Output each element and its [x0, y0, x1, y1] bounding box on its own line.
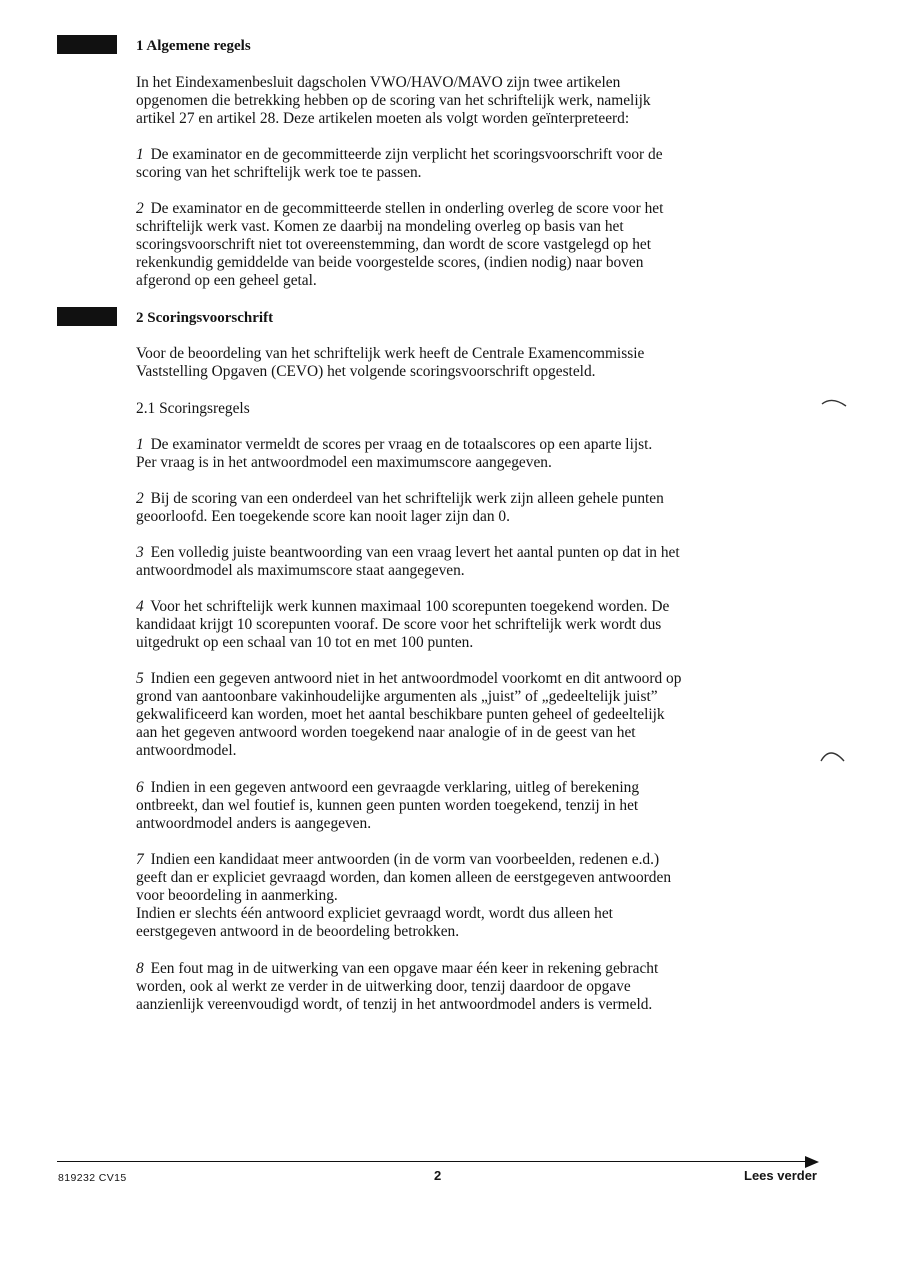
text-line: De examinator en de gecommitteerde zijn verplicht het scoringsvoorschrift voor de [150, 146, 663, 163]
text-line: Voor de beoordeling van het schriftelijk werk heeft de Centrale Examencommissie [136, 345, 645, 362]
text-line: geoorloofd. Een toegekende score kan nooit lager zijn dan 0. [136, 508, 510, 525]
text-line: De examinator vermeldt de scores per vraag en de totaalscores op een aparte lijst. [150, 436, 653, 453]
rule-number: 8 [136, 960, 144, 977]
text-line: artikel 27 en artikel 28. Deze artikelen moeten als volgt worden geïnterpreteerd: [136, 110, 630, 127]
rule-number: 4 [136, 598, 144, 615]
text-line: afgerond op een geheel getal. [136, 272, 317, 289]
text-line: Indien in een gegeven antwoord een gevraagde verklaring, uitleg of berekening [150, 779, 640, 796]
text-line: opgenomen die betrekking hebben op de scoring van het schriftelijk werk, namelijk [136, 92, 651, 109]
rule-item-1 [136, 436, 776, 472]
rule-number: 7 [136, 851, 144, 868]
rule-item-2 [136, 490, 776, 526]
rule-number: 6 [136, 779, 144, 796]
item-number: 2 [136, 200, 144, 217]
section-marker-bar [57, 307, 117, 326]
article-item-1 [136, 146, 776, 182]
footer-rule [57, 1161, 807, 1162]
item-number: 1 [136, 146, 144, 163]
text-line: worden, ook al werkt ze verder in de uitwerking door, tenzij daardoor de opgave [136, 978, 631, 995]
rule-item-3 [136, 544, 776, 580]
rule-item-5 [136, 670, 776, 760]
text-line: kandidaat krijgt 10 scorepunten vooraf. De score voor het schriftelijk werk wordt dus [136, 616, 662, 633]
rule-item-6 [136, 779, 776, 833]
text-line: gekwalificeerd kan worden, moet het aantal beschikbare punten geheel of gedeeltelijk [136, 706, 665, 723]
section-2-intro [136, 345, 776, 381]
margin-scan-mark [818, 743, 852, 767]
text-line: De examinator en de gecommitteerde stellen in onderling overleg de score voor het [150, 200, 664, 217]
text-line: Indien er slechts één antwoord expliciet gevraagd wordt, wordt dus alleen het [136, 905, 613, 922]
text-line: Een fout mag in de uitwerking van een opgave maar één keer in rekening gebracht [150, 960, 659, 977]
section-1-heading: 1 Algemene regels [136, 38, 251, 54]
rule-number: 2 [136, 490, 144, 507]
rule-item-7 [136, 851, 776, 941]
section-marker-bar [57, 35, 117, 54]
margin-scan-mark [818, 394, 852, 414]
text-line: ontbreekt, dan wel foutief is, kunnen geen punten worden toegekend, tenzij in het [136, 797, 639, 814]
continue-label: Lees verder [744, 1168, 817, 1183]
text-line: aanzienlijk vereenvoudigd wordt, of tenzij in het antwoordmodel anders is vermeld. [136, 996, 653, 1013]
text-line: Indien een gegeven antwoord niet in het antwoordmodel voorkomt en dit antwoord op [150, 670, 682, 687]
rule-number: 3 [136, 544, 144, 561]
text-line: Per vraag is in het antwoordmodel een maximumscore aangegeven. [136, 454, 552, 471]
text-line: Vaststelling Opgaven (CEVO) het volgende scoringsvoorschrift opgesteld. [136, 363, 596, 380]
text-line: voor beoordeling in aanmerking. [136, 887, 338, 904]
text-line: Voor het schriftelijk werk kunnen maximaal 100 scorepunten toegekend worden. De [150, 598, 670, 615]
text-line: antwoordmodel als maximumscore staat aangegeven. [136, 562, 465, 579]
arrow-right-icon [805, 1156, 819, 1168]
text-line: scoringsvoorschrift niet tot overeenstemming, dan wordt de score vastgelegd op het [136, 236, 652, 253]
rule-number: 5 [136, 670, 144, 687]
text-line: Een volledig juiste beantwoording van een vraag levert het aantal punten op dat in het [150, 544, 680, 561]
rule-item-8 [136, 960, 776, 1014]
section-1-intro [136, 74, 776, 128]
text-line: scoring van het schriftelijk werk toe te passen. [136, 164, 422, 181]
document-code: 819232 CV15 [58, 1172, 127, 1184]
text-line: grond van aantoonbare vakinhoudelijke argumenten als „juist” of „gedeeltelijk juist” [136, 688, 658, 705]
page-number: 2 [434, 1168, 442, 1183]
text-line: antwoordmodel anders is aangegeven. [136, 815, 372, 832]
article-item-2 [136, 200, 776, 290]
text-line: In het Eindexamenbesluit dagscholen VWO/HAVO/MAVO zijn twee artikelen [136, 74, 621, 91]
text-line: Bij de scoring van een onderdeel van het schriftelijk werk zijn alleen gehele punten [150, 490, 664, 507]
text-line: aan het gegeven antwoord worden toegekend naar analogie of in de geest van het [136, 724, 636, 741]
text-line: schriftelijk werk vast. Komen ze daarbij na mondeling overleg op basis van het [136, 218, 624, 235]
text-line: geeft dan er expliciet gevraagd worden, dan komen alleen de eerstgegeven antwoorden [136, 869, 672, 886]
text-line: uitgedrukt op een schaal van 10 tot en met 100 punten. [136, 634, 474, 651]
text-line: rekenkundig gemiddelde van beide voorgestelde scores, (indien nodig) naar boven [136, 254, 644, 271]
subsection-heading: 2.1 Scoringsregels [136, 400, 250, 417]
rule-number: 1 [136, 436, 144, 453]
text-line: Indien een kandidaat meer antwoorden (in de vorm van voorbeelden, redenen e.d.) [150, 851, 660, 868]
text-line: antwoordmodel. [136, 742, 237, 759]
rule-item-4 [136, 598, 776, 652]
text-line: eerstgegeven antwoord in de beoordeling betrokken. [136, 923, 460, 940]
section-2-heading: 2 Scoringsvoorschrift [136, 310, 274, 326]
